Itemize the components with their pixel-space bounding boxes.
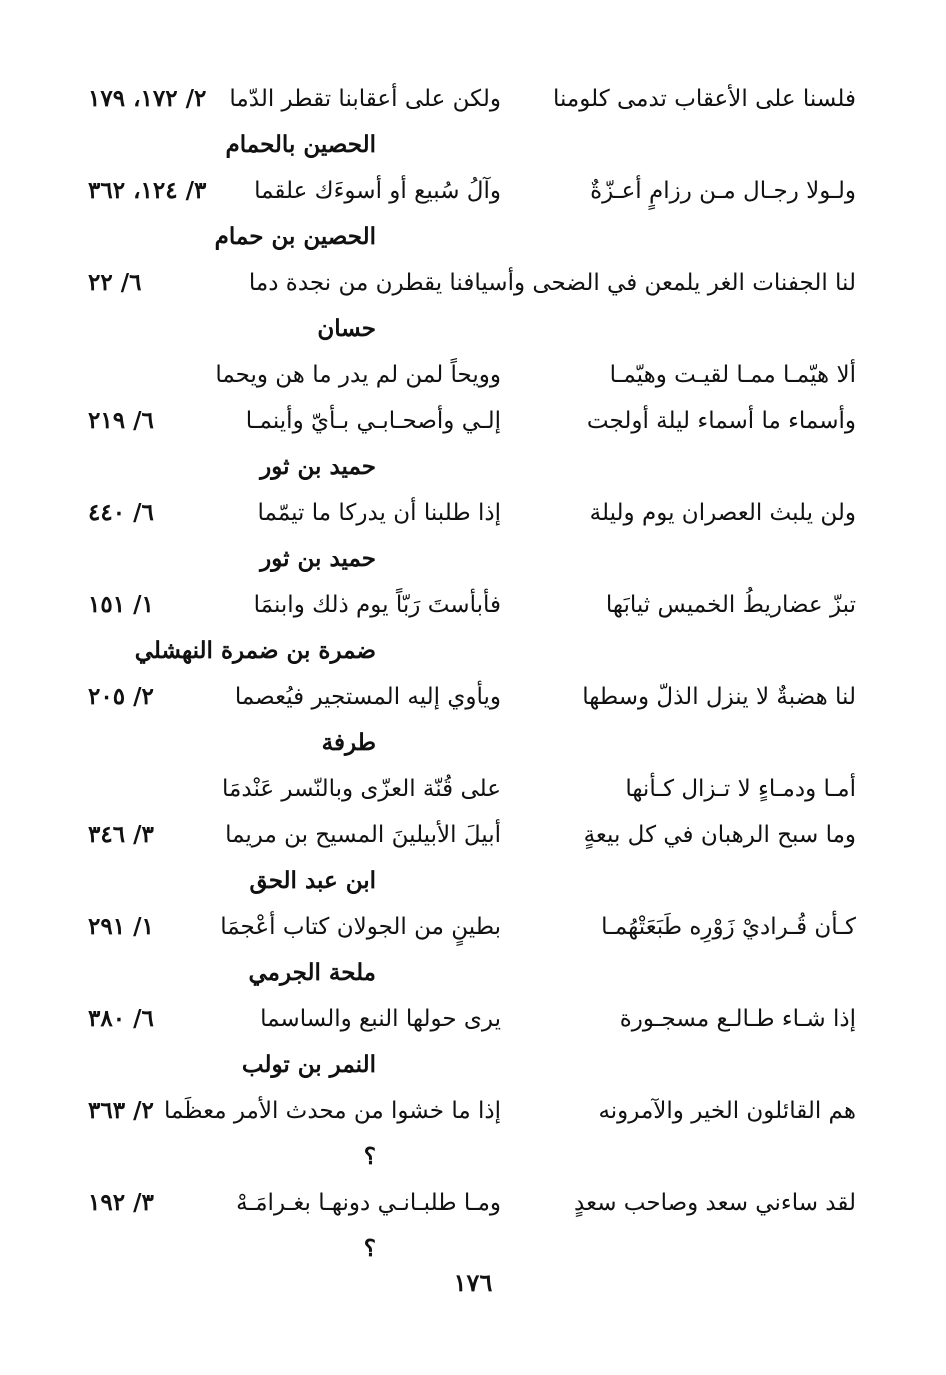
poet-name: الحصين بالحمام: [225, 131, 376, 158]
verse-first-hemistich: هم القائلون الخير والآمرونه: [598, 1098, 856, 1124]
poet-name-row: [0, 628, 946, 674]
volume-page-reference: ٣/ ١٢٤، ٣٦٢: [88, 177, 207, 204]
verse-row: [0, 260, 946, 306]
verse-second-hemistich: وآلُ سُبيع أو أسوءَك علقما: [254, 178, 501, 204]
verse-row: [0, 582, 946, 628]
verse-first-hemistich: ولن يلبث العصران يوم وليلة: [589, 500, 856, 526]
verse-row: [0, 766, 946, 812]
poet-name-row: [0, 720, 946, 766]
page-number: ١٧٦: [453, 1268, 493, 1297]
volume-page-reference: ٦/ ٢١٩: [88, 407, 154, 434]
poet-name: حسان: [317, 315, 376, 342]
volume-page-reference: ٦/ ٢٢: [88, 269, 142, 296]
poet-name: طرفة: [321, 729, 376, 756]
verse-row: [0, 352, 946, 398]
poet-name: حميد بن ثور: [260, 545, 376, 572]
poet-name: حميد بن ثور: [260, 453, 376, 480]
verse-row: [0, 398, 946, 444]
poet-name: ؟: [363, 1235, 376, 1262]
verse-full-line: لنا الجفنات الغر يلمعن في الضحى وأسيافنا يقطرن من نجدة دما: [248, 270, 856, 296]
verse-row: [0, 674, 946, 720]
verse-row: [0, 168, 946, 214]
verse-row: [0, 1088, 946, 1134]
poet-name-row: [0, 122, 946, 168]
verse-second-hemistich: فأبأستَ رَبّاً يوم ذلك وابنمَا: [253, 592, 501, 618]
verse-second-hemistich: إذا طلبنا أن يدركا ما تيمّما: [257, 500, 501, 526]
verse-index-list: [0, 76, 946, 1272]
verse-row: [0, 904, 946, 950]
verse-first-hemistich: لنا هضبةٌ لا ينزل الذلّ وسطها: [582, 684, 856, 710]
verse-first-hemistich: إذا شـاء طـالـع مسجـورة: [619, 1006, 856, 1032]
verse-second-hemistich: أبيلَ الأبيلينَ المسيح بن مريما: [225, 822, 501, 848]
volume-page-reference: ٦/ ٣٨٠: [88, 1005, 154, 1032]
verse-first-hemistich: تبزّ عضاريطُ الخميس ثيابَها: [605, 592, 856, 618]
poet-name-row: [0, 536, 946, 582]
verse-first-hemistich: كـأن قُـراديْ زَوْرِه طَبَعَتْهُمـا: [601, 914, 856, 940]
poet-name: ملحة الجرمي: [248, 959, 376, 986]
poet-name: ؟: [363, 1143, 376, 1170]
poet-name-row: [0, 1226, 946, 1272]
verse-first-hemistich: وما سبح الرهبان في كل بيعةٍ: [583, 822, 856, 848]
verse-second-hemistich: ويأوي إليه المستجير فيُعصما: [234, 684, 501, 710]
verse-first-hemistich: ولـولا رجـال مـن رزامٍ أعـزّةٌ: [590, 178, 856, 204]
verse-second-hemistich: يرى حولها النبع والساسما: [260, 1006, 501, 1032]
verse-second-hemistich: إذا ما خشوا من محدث الأمر معظَما: [163, 1098, 501, 1124]
poet-name-row: [0, 858, 946, 904]
verse-first-hemistich: أمـا ودمـاءٍ لا تـزال كـأنها: [625, 776, 856, 802]
verse-row: [0, 490, 946, 536]
volume-page-reference: ٦/ ٤٤٠: [88, 499, 154, 526]
poet-name-row: [0, 214, 946, 260]
verse-row: [0, 76, 946, 122]
verse-row: [0, 996, 946, 1042]
verse-first-hemistich: لقد ساءني سعد وصاحب سعدٍ: [574, 1190, 856, 1216]
verse-second-hemistich: بطينٍ من الجولان كتاب أعْجمَا: [220, 914, 501, 940]
poet-name-row: [0, 306, 946, 352]
poet-name: النمر بن تولب: [241, 1051, 376, 1078]
verse-row: [0, 812, 946, 858]
volume-page-reference: ١/ ١٥١: [88, 591, 154, 618]
volume-page-reference: ١/ ٢٩١: [88, 913, 154, 940]
volume-page-reference: ٣/ ١٩٢: [88, 1189, 154, 1216]
volume-page-reference: ٢/ ١٧٢، ١٧٩: [88, 85, 207, 112]
poet-name-row: [0, 950, 946, 996]
verse-second-hemistich: على قُنّة العزّى وبالنّسر عَنْدمَا: [222, 776, 501, 802]
poet-name: الحصين بن حمام: [214, 223, 376, 250]
verse-second-hemistich: ولكن على أعقابنا تقطر الدّما: [229, 86, 501, 112]
poet-name-row: [0, 1134, 946, 1180]
verse-first-hemistich: فلسنا على الأعقاب تدمى كلومنا: [552, 86, 856, 112]
verse-first-hemistich: وأسماء ما أسماء ليلة أولجت: [586, 408, 856, 434]
poet-name: ضمرة بن ضمرة النهشلي: [134, 637, 376, 664]
volume-page-reference: ٢/ ٣٦٣: [88, 1097, 154, 1124]
poet-name-row: [0, 1042, 946, 1088]
volume-page-reference: ٣/ ٣٤٦: [88, 821, 154, 848]
verse-row: [0, 1180, 946, 1226]
verse-second-hemistich: إلـي وأصحـابـي بـأيّ وأينمـا: [245, 408, 501, 434]
verse-second-hemistich: ومـا طلبـانـي دونهـا بغـرامَـهْ: [236, 1190, 501, 1216]
poet-name: ابن عبد الحق: [249, 867, 376, 894]
volume-page-reference: ٢/ ٢٠٥: [88, 683, 154, 710]
verse-second-hemistich: وويحاً لمن لم يدر ما هن ويحما: [215, 362, 501, 388]
verse-first-hemistich: ألا هيّمـا ممـا لقيـت وهيّمـا: [609, 362, 856, 388]
poet-name-row: [0, 444, 946, 490]
